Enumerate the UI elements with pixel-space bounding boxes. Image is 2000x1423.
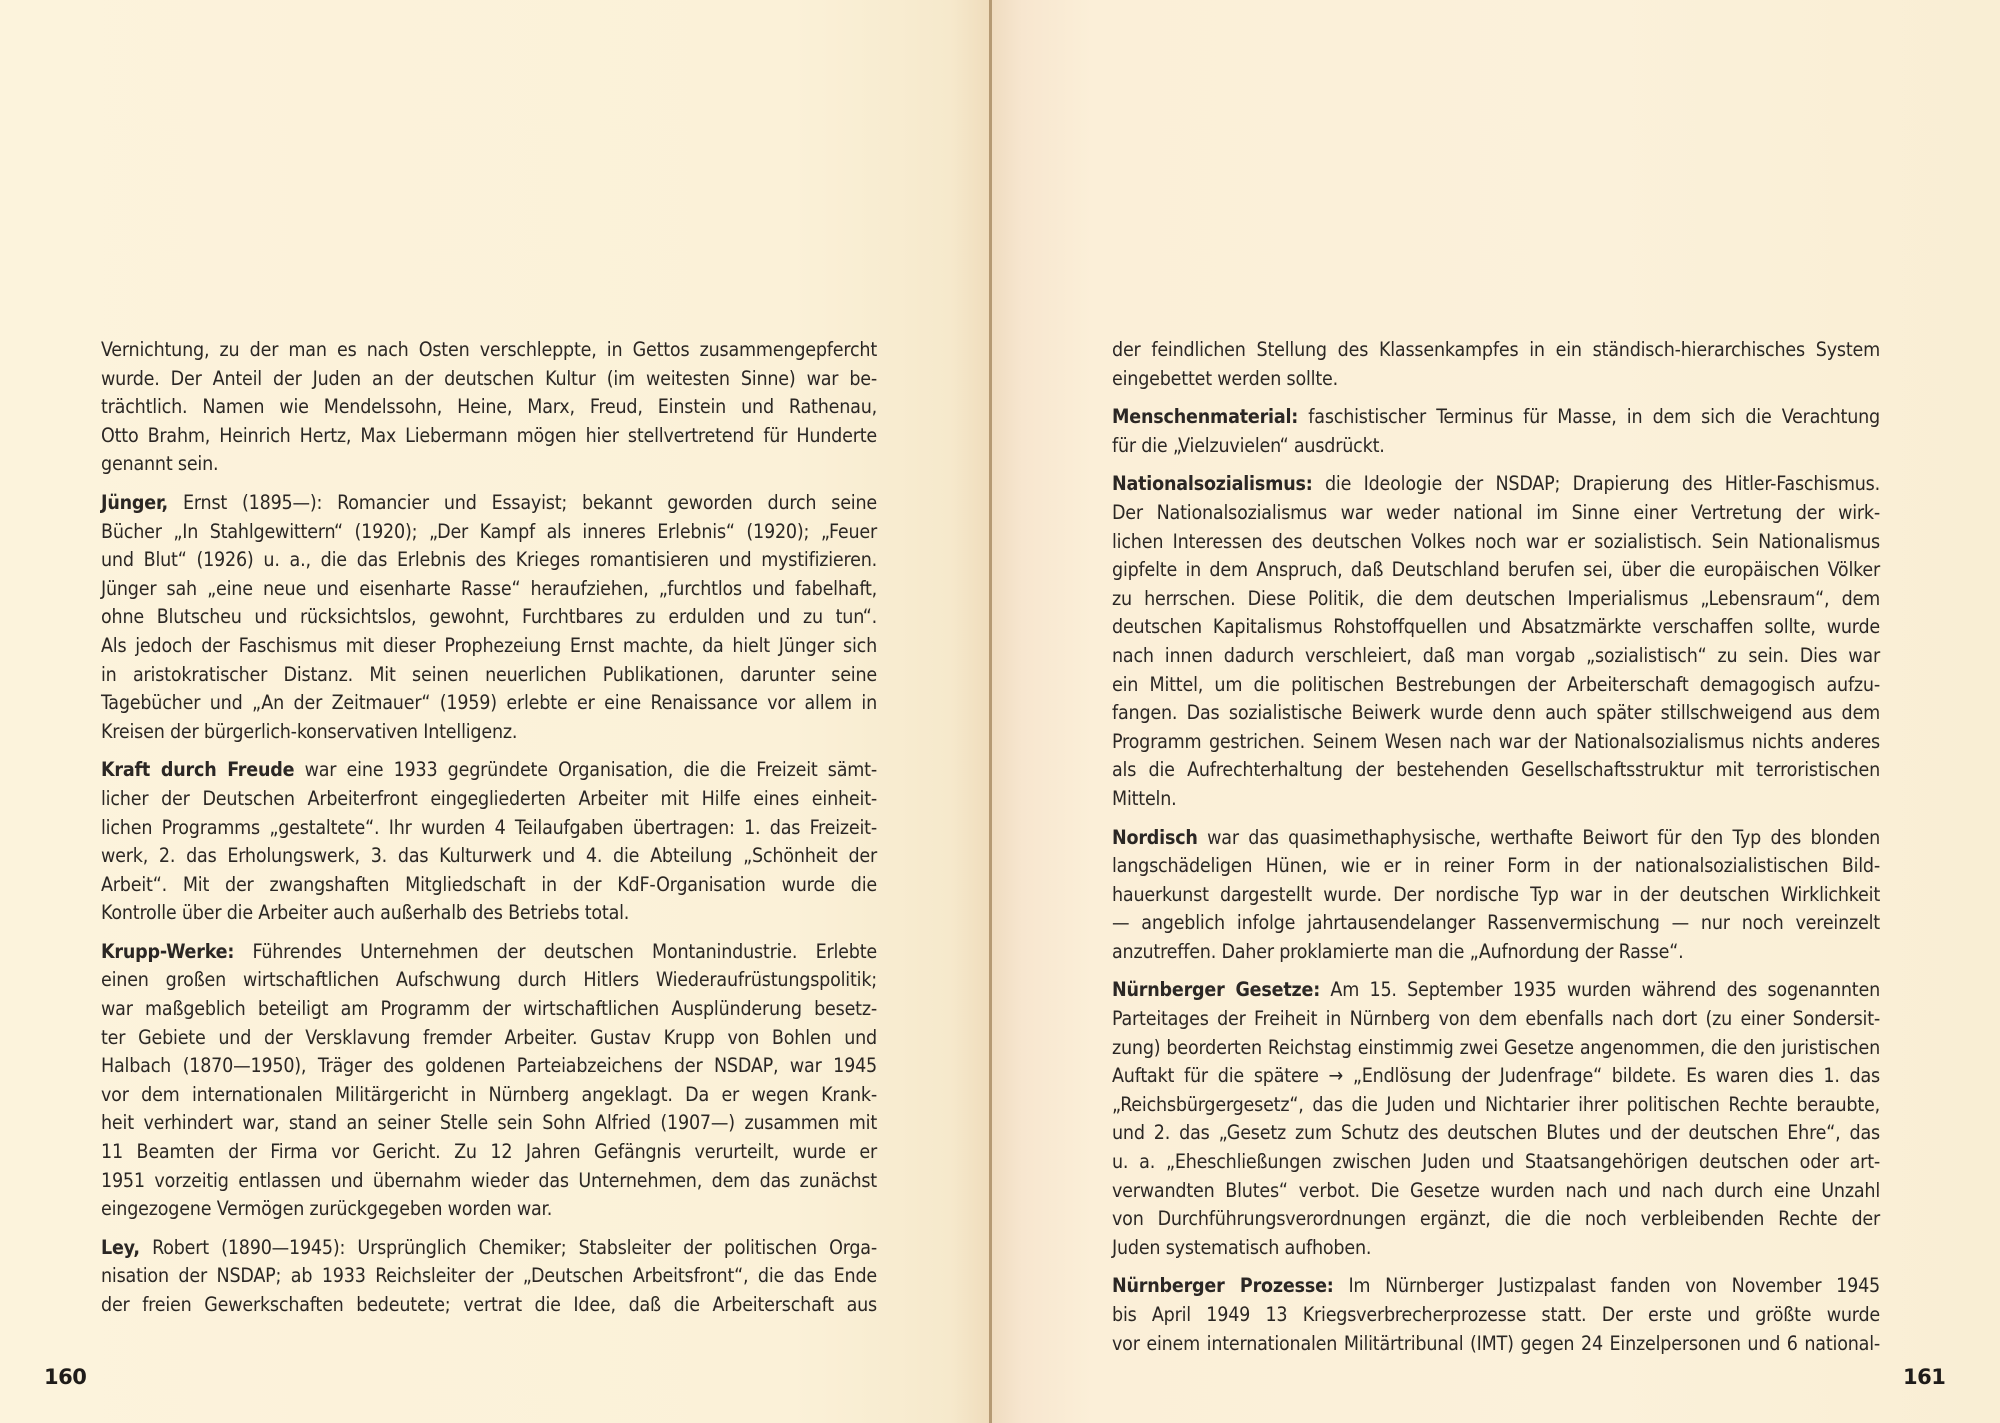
text-line bbox=[1112, 1205, 1880, 1234]
entry-term: Nordisch bbox=[1112, 825, 1198, 849]
text-line-content bbox=[1112, 785, 1880, 814]
text-line bbox=[1112, 1234, 1880, 1263]
text-line bbox=[101, 871, 877, 900]
text-line-content bbox=[101, 575, 877, 604]
line-text: Tagebücher und „An der Zeitmauer“ (1959) erlebte er eine Renaissance vor allem in bbox=[101, 691, 877, 715]
line-text: lichen Interessen des deutschen Volkes noch war er sozialistisch. Sein Nationalismus bbox=[1112, 529, 1880, 553]
text-line bbox=[101, 1195, 877, 1224]
line-text: nisation der NSDAP; ab 1933 Reichsleiter der „Deutschen Arbeitsfront“, die das Ende bbox=[101, 1264, 877, 1288]
text-line bbox=[101, 1234, 877, 1263]
line-text: Otto Brahm, Heinrich Hertz, Max Liebermann mögen hier stellvertretend für Hunderte bbox=[101, 423, 877, 447]
text-line bbox=[101, 1081, 877, 1110]
line-text: bis April 1949 13 Kriegsverbrecherprozesse statt. Der erste und größte wurde bbox=[1112, 1303, 1880, 1326]
text-line-content bbox=[1112, 1005, 1880, 1034]
text-line-content bbox=[101, 450, 877, 479]
line-text: 11 Beamten der Firma vor Gericht. Zu 12 Jahren Gefängnis verurteilt, wurde er bbox=[101, 1140, 877, 1164]
line-text: heit verhindert war, stand an seiner Stelle sein Sohn Alfried (1907—) zusammen mit bbox=[101, 1111, 877, 1135]
text-line-content bbox=[1112, 585, 1880, 614]
text-line-content bbox=[1112, 336, 1880, 365]
text-line-content bbox=[1112, 1148, 1880, 1177]
text-line-content bbox=[101, 546, 877, 575]
text-line-content bbox=[1112, 1062, 1880, 1091]
entry-term: Nürnberger Prozesse: bbox=[1112, 1274, 1334, 1298]
text-line bbox=[101, 756, 877, 785]
line-text: zung) beorderten Reichstag einstimmig zwei Gesetze angenommen, die den juristischen bbox=[1112, 1035, 1880, 1059]
text-line bbox=[101, 966, 877, 995]
line-text: und Blut“ (1926) u. a., die das Erlebnis des Krieges romantisieren und mystifizieren. bbox=[101, 548, 877, 572]
text-line bbox=[101, 814, 877, 843]
text-line-content bbox=[1112, 1091, 1880, 1120]
text-line-content bbox=[101, 1195, 877, 1224]
text-line bbox=[101, 422, 877, 451]
line-text: die Ideologie der NSDAP; Drapierung des Hitler-Faschismus. bbox=[1312, 472, 1880, 496]
text-line bbox=[1112, 1091, 1880, 1120]
line-text: vor dem internationalen Militärgericht in Nürnberg angeklagt. Da er wegen Krank- bbox=[101, 1082, 877, 1106]
text-line-content bbox=[101, 718, 877, 747]
text-line bbox=[101, 1024, 877, 1053]
line-text: Robert (1890—1945): Ursprünglich Chemiker; Stabsleiter der politischen Orga- bbox=[139, 1235, 877, 1259]
line-text: der feindlichen Stellung des Klassenkampfes in ein ständisch-hierarchisches System bbox=[1112, 338, 1880, 361]
line-text: einen großen wirtschaftlichen Aufschwung durch Hitlers Wiederaufrüstungspolitik; bbox=[101, 968, 877, 992]
text-line-content bbox=[101, 1052, 877, 1081]
line-text: war maßgeblich beteiligt am Programm der wirtschaftlichen Ausplünderung besetz- bbox=[101, 997, 877, 1021]
glossary-entry bbox=[101, 938, 877, 1224]
line-text: „Reichsbürgergesetz“, das die Juden und Nichtarier ihrer politischen Rechte beraubte, bbox=[1112, 1092, 1880, 1116]
line-text: Bücher „In Stahlgewittern“ (1920); „Der Kampf als inneres Erlebnis“ (1920); „Feuer bbox=[101, 519, 877, 543]
line-text: Jünger sah „eine neue und eisenharte Rasse“ heraufziehen, „furchtlos und fabelhaft, bbox=[101, 576, 877, 600]
text-line bbox=[1112, 1177, 1880, 1206]
line-text: Programm gestrichen. Seinem Wesen nach war der Nationalsozialismus nichts anderes bbox=[1112, 729, 1880, 753]
glossary-entry bbox=[1112, 824, 1880, 967]
line-text: als die Aufrechterhaltung der bestehenden Gesellschaftsstruktur mit terroristischen bbox=[1112, 758, 1880, 782]
text-line bbox=[1112, 1119, 1880, 1148]
entry-term: Kraft durch Freude bbox=[101, 758, 295, 782]
line-text: Juden systematisch aufhoben. bbox=[1112, 1235, 1372, 1259]
text-line-content bbox=[101, 1291, 877, 1320]
line-text: Mitteln. bbox=[1112, 786, 1177, 810]
line-text: eingezogene Vermögen zurückgegeben worden war. bbox=[101, 1197, 553, 1221]
text-line-content bbox=[101, 1109, 877, 1138]
text-line bbox=[101, 661, 877, 690]
text-line-content bbox=[1112, 642, 1880, 671]
text-line bbox=[1112, 528, 1880, 557]
text-line bbox=[101, 336, 877, 365]
text-line-content bbox=[101, 785, 877, 814]
text-line bbox=[101, 1262, 877, 1291]
text-line bbox=[1112, 585, 1880, 614]
text-line bbox=[1112, 785, 1880, 814]
text-line-content bbox=[1112, 470, 1880, 499]
text-line-content bbox=[1112, 1272, 1880, 1301]
text-line bbox=[1112, 642, 1880, 671]
line-text: licher der Deutschen Arbeiterfront eingegliederten Arbeiter mit Hilfe eines einheit- bbox=[101, 786, 877, 810]
text-line bbox=[1112, 671, 1880, 700]
text-line bbox=[101, 899, 877, 928]
text-line bbox=[101, 365, 877, 394]
continued-paragraph bbox=[101, 336, 877, 479]
text-line bbox=[101, 1052, 877, 1081]
line-text: eingebettet werden sollte. bbox=[1112, 366, 1338, 390]
text-line-content bbox=[101, 1024, 877, 1053]
text-line bbox=[101, 632, 877, 661]
text-line-content bbox=[1112, 1034, 1880, 1063]
text-line bbox=[1112, 909, 1880, 938]
text-line bbox=[1112, 432, 1880, 461]
text-line bbox=[1112, 938, 1880, 967]
line-text: lichen Programms „gestaltete“. Ihr wurden 4 Teilaufgaben übertragen: 1. das Freizeit- bbox=[101, 815, 877, 839]
text-line-content bbox=[101, 966, 877, 995]
line-text: langschädeligen Hünen, wie er in reiner Form in der nationalsozialistischen Bild- bbox=[1112, 854, 1880, 878]
text-line bbox=[1112, 1062, 1880, 1091]
line-text: nach innen dadurch verschleiert, daß man vorgab „sozialistisch“ zu sein. Dies war bbox=[1112, 643, 1880, 667]
entry-term: Krupp-Werke: bbox=[101, 939, 235, 963]
text-line-content bbox=[101, 1262, 877, 1291]
line-text: Vernichtung, zu der man es nach Osten verschleppte, in Gettos zusammengepfercht bbox=[101, 338, 877, 361]
text-line bbox=[1112, 1272, 1880, 1301]
left-page-text bbox=[101, 336, 877, 1330]
entry-term: Menschenmaterial: bbox=[1112, 405, 1299, 429]
text-line bbox=[101, 1167, 877, 1196]
text-line bbox=[101, 842, 877, 871]
text-line bbox=[101, 1291, 877, 1320]
text-line-content bbox=[101, 1234, 877, 1263]
text-line bbox=[1112, 1330, 1880, 1359]
text-line bbox=[101, 1138, 877, 1167]
glossary-entry bbox=[1112, 470, 1880, 813]
line-text: Parteitages der Freiheit in Nürnberg von dem ebenfalls nach dort (zu einer Sondersit- bbox=[1112, 1007, 1880, 1031]
line-text: fangen. Das sozialistische Beiwerk wurde denn auch später stillschweigend aus dem bbox=[1112, 701, 1880, 725]
entry-term: Ley, bbox=[101, 1235, 140, 1259]
line-text: Auftakt für die spätere → „Endlösung der Judenfrage“ bildete. Es waren dies 1. das bbox=[1112, 1064, 1880, 1088]
line-text: Kontrolle über die Arbeiter auch außerhalb des Betriebs total. bbox=[101, 901, 630, 925]
text-line-content bbox=[101, 842, 877, 871]
text-line bbox=[101, 995, 877, 1024]
line-text: deutschen Kapitalismus Rohstoffquellen und Absatzmärkte verschaffen sollte, wurde bbox=[1112, 615, 1880, 639]
line-text: Ernst (1895—): Romancier und Essayist; bekannt geworden durch seine bbox=[168, 490, 877, 514]
text-line-content bbox=[101, 814, 877, 843]
text-line-content bbox=[1112, 909, 1880, 938]
text-line-content bbox=[1112, 1234, 1880, 1263]
line-text: Führendes Unternehmen der deutschen Montanindustrie. Erlebte bbox=[234, 939, 877, 963]
text-line-content bbox=[101, 632, 877, 661]
text-line-content bbox=[1112, 699, 1880, 728]
glossary-entry bbox=[101, 756, 877, 928]
right-page-text bbox=[1112, 336, 1880, 1368]
line-text: zu herrschen. Diese Politik, die dem deutschen Imperialismus „Lebensraum“, dem bbox=[1112, 586, 1880, 610]
entry-term: Jünger, bbox=[101, 490, 169, 514]
page-number-right: 161 bbox=[1903, 1365, 1946, 1389]
text-line-content bbox=[101, 661, 877, 690]
text-line bbox=[1112, 976, 1880, 1005]
line-text: ein Mittel, um die politischen Bestrebungen der Arbeiterschaft demagogisch aufzu- bbox=[1112, 672, 1880, 696]
text-line-content bbox=[1112, 824, 1880, 853]
text-line-content bbox=[101, 995, 877, 1024]
text-line bbox=[1112, 852, 1880, 881]
continued-paragraph bbox=[1112, 336, 1880, 393]
line-text: der freien Gewerkschaften bedeutete; vertrat die Idee, daß die Arbeiterschaft aus bbox=[101, 1293, 877, 1316]
right-page bbox=[992, 0, 2000, 1423]
text-line-content bbox=[101, 1167, 877, 1196]
entry-term: Nürnberger Gesetze: bbox=[1112, 978, 1321, 1002]
line-text: u. a. „Eheschließungen zwischen Juden und Staatsangehörigen deutschen oder art- bbox=[1112, 1150, 1880, 1174]
left-page bbox=[0, 0, 990, 1423]
text-line-content bbox=[1112, 1119, 1880, 1148]
text-line bbox=[1112, 365, 1880, 394]
line-text: Als jedoch der Faschismus mit dieser Prophezeiung Ernst machte, da hielt Jünger sich bbox=[101, 633, 877, 657]
text-line bbox=[1112, 824, 1880, 853]
line-text: Am 15. September 1935 wurden während des sogenannten bbox=[1320, 978, 1880, 1002]
text-line-content bbox=[101, 518, 877, 547]
text-line-content bbox=[1112, 1301, 1880, 1330]
glossary-entry bbox=[101, 489, 877, 746]
text-line-content bbox=[101, 336, 877, 365]
text-line bbox=[1112, 881, 1880, 910]
line-text: wurde. Der Anteil der Juden an der deutschen Kultur (im weitesten Sinne) war be- bbox=[101, 366, 877, 390]
text-line-content bbox=[1112, 556, 1880, 585]
glossary-entry bbox=[101, 1234, 877, 1320]
text-line-content bbox=[101, 603, 877, 632]
text-line-content bbox=[1112, 365, 1880, 394]
line-text: Arbeit“. Mit der zwangshaften Mitgliedschaft in der KdF-Organisation wurde die bbox=[101, 872, 877, 896]
text-line-content bbox=[1112, 528, 1880, 557]
text-line-content bbox=[101, 899, 877, 928]
text-line-content bbox=[1112, 499, 1880, 528]
text-line bbox=[1112, 699, 1880, 728]
line-text: und 2. das „Gesetz zum Schutz des deutschen Blutes und der deutschen Ehre“, das bbox=[1112, 1121, 1880, 1145]
text-line-content bbox=[101, 422, 877, 451]
line-text: 1951 vorzeitig entlassen und übernahm wieder das Unternehmen, dem das zunächst bbox=[101, 1168, 877, 1192]
text-line bbox=[1112, 1005, 1880, 1034]
text-line bbox=[101, 518, 877, 547]
text-line-content bbox=[1112, 756, 1880, 785]
text-line-content bbox=[1112, 613, 1880, 642]
glossary-entry bbox=[1112, 1272, 1880, 1358]
entry-term: Nationalsozialismus: bbox=[1112, 472, 1313, 496]
text-line bbox=[1112, 336, 1880, 365]
text-line-content bbox=[101, 756, 877, 785]
line-text: in aristokratischer Distanz. Mit seinen neuerlichen Publikationen, darunter seine bbox=[101, 662, 877, 686]
text-line-content bbox=[1112, 1177, 1880, 1206]
text-line bbox=[101, 603, 877, 632]
text-line bbox=[101, 938, 877, 967]
text-line-content bbox=[101, 393, 877, 422]
text-line-content bbox=[1112, 671, 1880, 700]
text-line bbox=[101, 489, 877, 518]
text-line bbox=[101, 575, 877, 604]
text-line bbox=[1112, 613, 1880, 642]
line-text: anzutreffen. Daher proklamierte man die „Aufnordung der Rasse“. bbox=[1112, 939, 1684, 963]
text-line-content bbox=[1112, 938, 1880, 967]
line-text: ohne Blutscheu und rücksichtslos, gewohnt, Furchtbares zu erdulden und zu tun“. bbox=[101, 605, 877, 629]
text-line bbox=[1112, 556, 1880, 585]
text-line bbox=[101, 718, 877, 747]
text-line bbox=[1112, 1301, 1880, 1330]
text-line-content bbox=[101, 1081, 877, 1110]
text-line bbox=[1112, 728, 1880, 757]
text-line-content bbox=[1112, 432, 1880, 461]
line-text: hauerkunst dargestellt wurde. Der nordische Typ war in der deutschen Wirklichkeit bbox=[1112, 882, 1880, 906]
glossary-entry bbox=[1112, 403, 1880, 460]
text-line-content bbox=[1112, 1205, 1880, 1234]
line-text: Halbach (1870—1950), Träger des goldenen Parteiabzeichens der NSDAP, war 1945 bbox=[101, 1054, 877, 1078]
text-line bbox=[1112, 1034, 1880, 1063]
line-text: genannt sein. bbox=[101, 452, 219, 476]
text-line bbox=[101, 1109, 877, 1138]
page-number-left: 160 bbox=[44, 1365, 87, 1389]
text-line bbox=[1112, 403, 1880, 432]
text-line-content bbox=[101, 489, 877, 518]
text-line bbox=[101, 546, 877, 575]
glossary-entry bbox=[1112, 976, 1880, 1262]
line-text: werk, 2. das Erholungswerk, 3. das Kulturwerk und 4. die Abteilung „Schönheit der bbox=[101, 844, 877, 868]
line-text: für die „Vielzuvielen“ ausdrückt. bbox=[1112, 433, 1385, 457]
text-line bbox=[1112, 470, 1880, 499]
text-line bbox=[1112, 756, 1880, 785]
text-line-content bbox=[1112, 1330, 1880, 1359]
line-text: ter Gebiete und der Versklavung fremder Arbeiter. Gustav Krupp von Bohlen und bbox=[101, 1025, 877, 1049]
text-line bbox=[1112, 1148, 1880, 1177]
text-line bbox=[101, 689, 877, 718]
text-line bbox=[1112, 499, 1880, 528]
line-text: war das quasimethaphysische, werthafte Beiwort für den Typ des blonden bbox=[1197, 825, 1880, 849]
line-text: von Durchführungsverordnungen ergänzt, die die noch verbleibenden Rechte der bbox=[1112, 1207, 1880, 1231]
text-line bbox=[101, 393, 877, 422]
line-text: trächtlich. Namen wie Mendelssohn, Heine, Marx, Freud, Einstein und Rathenau, bbox=[101, 395, 877, 419]
text-line-content bbox=[1112, 728, 1880, 757]
text-line bbox=[101, 450, 877, 479]
line-text: Im Nürnberger Justizpalast fanden von November 1945 bbox=[1333, 1274, 1880, 1298]
text-line-content bbox=[101, 689, 877, 718]
text-line-content bbox=[101, 1138, 877, 1167]
text-line-content bbox=[1112, 852, 1880, 881]
text-line-content bbox=[101, 871, 877, 900]
line-text: verwandten Blutes“ verbot. Die Gesetze wurden nach und nach durch eine Unzahl bbox=[1112, 1178, 1880, 1202]
line-text: vor einem internationalen Militärtribunal (IMT) gegen 24 Einzelpersonen und 6 national- bbox=[1112, 1331, 1880, 1355]
text-line-content bbox=[1112, 403, 1880, 432]
line-text: Kreisen der bürgerlich-konservativen Intelligenz. bbox=[101, 719, 518, 743]
text-line-content bbox=[101, 938, 877, 967]
line-text: gipfelte in dem Anspruch, daß Deutschland berufen sei, über die europäischen Völker bbox=[1112, 558, 1880, 582]
line-text: war eine 1933 gegründete Organisation, die die Freizeit sämt- bbox=[294, 758, 877, 782]
line-text: — angeblich infolge jahrtausendelanger Rassenvermischung — nur noch vereinzelt bbox=[1112, 911, 1880, 935]
line-text: faschistischer Terminus für Masse, in dem sich die Verachtung bbox=[1298, 405, 1880, 429]
text-line-content bbox=[1112, 976, 1880, 1005]
text-line-content bbox=[1112, 881, 1880, 910]
text-line bbox=[101, 785, 877, 814]
line-text: Der Nationalsozialismus war weder national im Sinne einer Vertretung der wirk- bbox=[1112, 500, 1880, 524]
text-line-content bbox=[101, 365, 877, 394]
